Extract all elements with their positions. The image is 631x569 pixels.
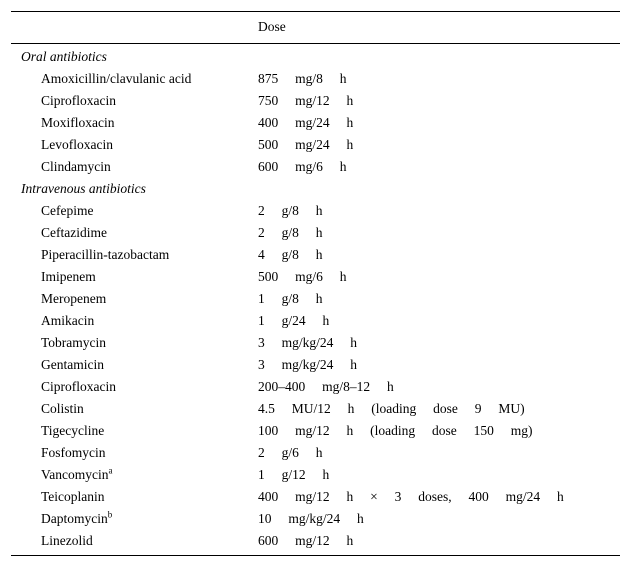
table-row <box>11 354 620 376</box>
drug-name-cell <box>41 442 106 464</box>
drug-name: Colistin <box>41 401 84 416</box>
table-row <box>11 398 620 420</box>
section-header-row <box>11 178 620 200</box>
table-row <box>11 310 620 332</box>
drug-name: Clindamycin <box>41 159 111 174</box>
drug-name: Amikacin <box>41 313 95 328</box>
drug-name-cell <box>41 68 191 90</box>
dose-cell: 500 mg/24 h <box>258 137 354 152</box>
table-bottom-rule <box>11 555 620 556</box>
table-body <box>11 44 620 555</box>
dose-cell: 1 g/12 h <box>258 467 330 482</box>
table-row <box>11 156 620 178</box>
table-row <box>11 134 620 156</box>
drug-name-cell <box>41 420 104 442</box>
drug-name-cell <box>41 398 84 420</box>
table-row <box>11 112 620 134</box>
drug-name: Cefepime <box>41 203 94 218</box>
drug-name: Amoxicillin/clavulanic acid <box>41 71 192 86</box>
drug-name-cell <box>41 266 96 288</box>
dose-cell: 600 mg/12 h <box>258 533 354 548</box>
footnote-marker: a <box>108 465 113 476</box>
drug-name: Tobramycin <box>41 335 107 350</box>
dose-cell: 10 mg/kg/24 h <box>258 511 364 526</box>
drug-name: Linezolid <box>41 533 93 548</box>
drug-name-cell <box>41 464 112 486</box>
drug-name: Moxifloxacin <box>41 115 115 130</box>
dose-cell: 875 mg/8 h <box>258 71 347 86</box>
dose-cell: 600 mg/6 h <box>258 159 347 174</box>
drug-name-cell <box>41 244 169 266</box>
dose-cell: 3 mg/kg/24 h <box>258 335 358 350</box>
dose-cell: 1 g/8 h <box>258 291 323 306</box>
dose-cell: 500 mg/6 h <box>258 269 347 284</box>
table-row <box>11 486 620 508</box>
table-row <box>11 530 620 552</box>
drug-name-cell <box>41 156 111 178</box>
drug-name: Ciprofloxacin <box>41 93 116 108</box>
section-header-row <box>11 46 620 68</box>
drug-name-cell <box>41 222 107 244</box>
dose-cell: 4.5 MU/12 h (loading dose 9 MU) <box>258 401 525 416</box>
dose-cell: 400 mg/24 h <box>258 115 354 130</box>
footnote-marker: b <box>107 509 113 520</box>
drug-name-cell <box>41 288 106 310</box>
dose-column-header: Dose <box>258 19 286 34</box>
dose-cell: 100 mg/12 h (loading dose 150 mg) <box>258 423 533 438</box>
table-row <box>11 68 620 90</box>
drug-name-cell <box>41 354 104 376</box>
dose-cell: 2 g/8 h <box>258 203 323 218</box>
drug-name: Levofloxacin <box>41 137 113 152</box>
table-row <box>11 420 620 442</box>
table-row <box>11 244 620 266</box>
table-row <box>11 266 620 288</box>
drug-name: Daptomycin <box>41 511 108 526</box>
drug-name-cell <box>41 376 116 398</box>
dose-cell: 3 mg/kg/24 h <box>258 357 358 372</box>
drug-name: Fosfomycin <box>41 445 106 460</box>
drug-name-cell <box>41 486 105 508</box>
drug-name-cell <box>41 310 94 332</box>
section-title: Intravenous antibiotics <box>21 181 146 196</box>
dose-cell: 750 mg/12 h <box>258 93 354 108</box>
antibiotic-dose-table <box>11 11 620 556</box>
dose-cell: 400 mg/12 h × 3 doses, 400 mg/24 h <box>258 489 564 504</box>
table-row <box>11 464 620 486</box>
drug-name: Teicoplanin <box>41 489 105 504</box>
drug-name-cell <box>41 530 93 552</box>
drug-name-cell <box>41 134 113 156</box>
dose-cell: 1 g/24 h <box>258 313 330 328</box>
drug-name: Imipenem <box>41 269 96 284</box>
drug-name-cell <box>41 90 116 112</box>
drug-name: Vancomycin <box>41 467 109 482</box>
drug-name: Piperacillin-tazobactam <box>41 247 170 262</box>
table-row <box>11 442 620 464</box>
table-row <box>11 222 620 244</box>
drug-name: Ciprofloxacin <box>41 379 116 394</box>
dose-cell: 2 g/6 h <box>258 445 323 460</box>
section-title: Oral antibiotics <box>21 49 107 64</box>
table-row <box>11 90 620 112</box>
dose-cell: 2 g/8 h <box>258 225 323 240</box>
drug-name-cell <box>41 200 93 222</box>
drug-name: Gentamicin <box>41 357 104 372</box>
dose-cell: 4 g/8 h <box>258 247 323 262</box>
table-row <box>11 508 620 530</box>
drug-name-cell <box>41 332 106 354</box>
drug-name-cell <box>41 112 115 134</box>
table-row <box>11 376 620 398</box>
table-row <box>11 332 620 354</box>
table-header-row <box>11 12 620 43</box>
table-row <box>11 288 620 310</box>
dose-cell: 200–400 mg/8–12 h <box>258 379 394 394</box>
drug-name: Tigecycline <box>41 423 105 438</box>
drug-name: Meropenem <box>41 291 107 306</box>
table-row <box>11 200 620 222</box>
drug-name-cell <box>41 508 112 530</box>
drug-name: Ceftazidime <box>41 225 107 240</box>
